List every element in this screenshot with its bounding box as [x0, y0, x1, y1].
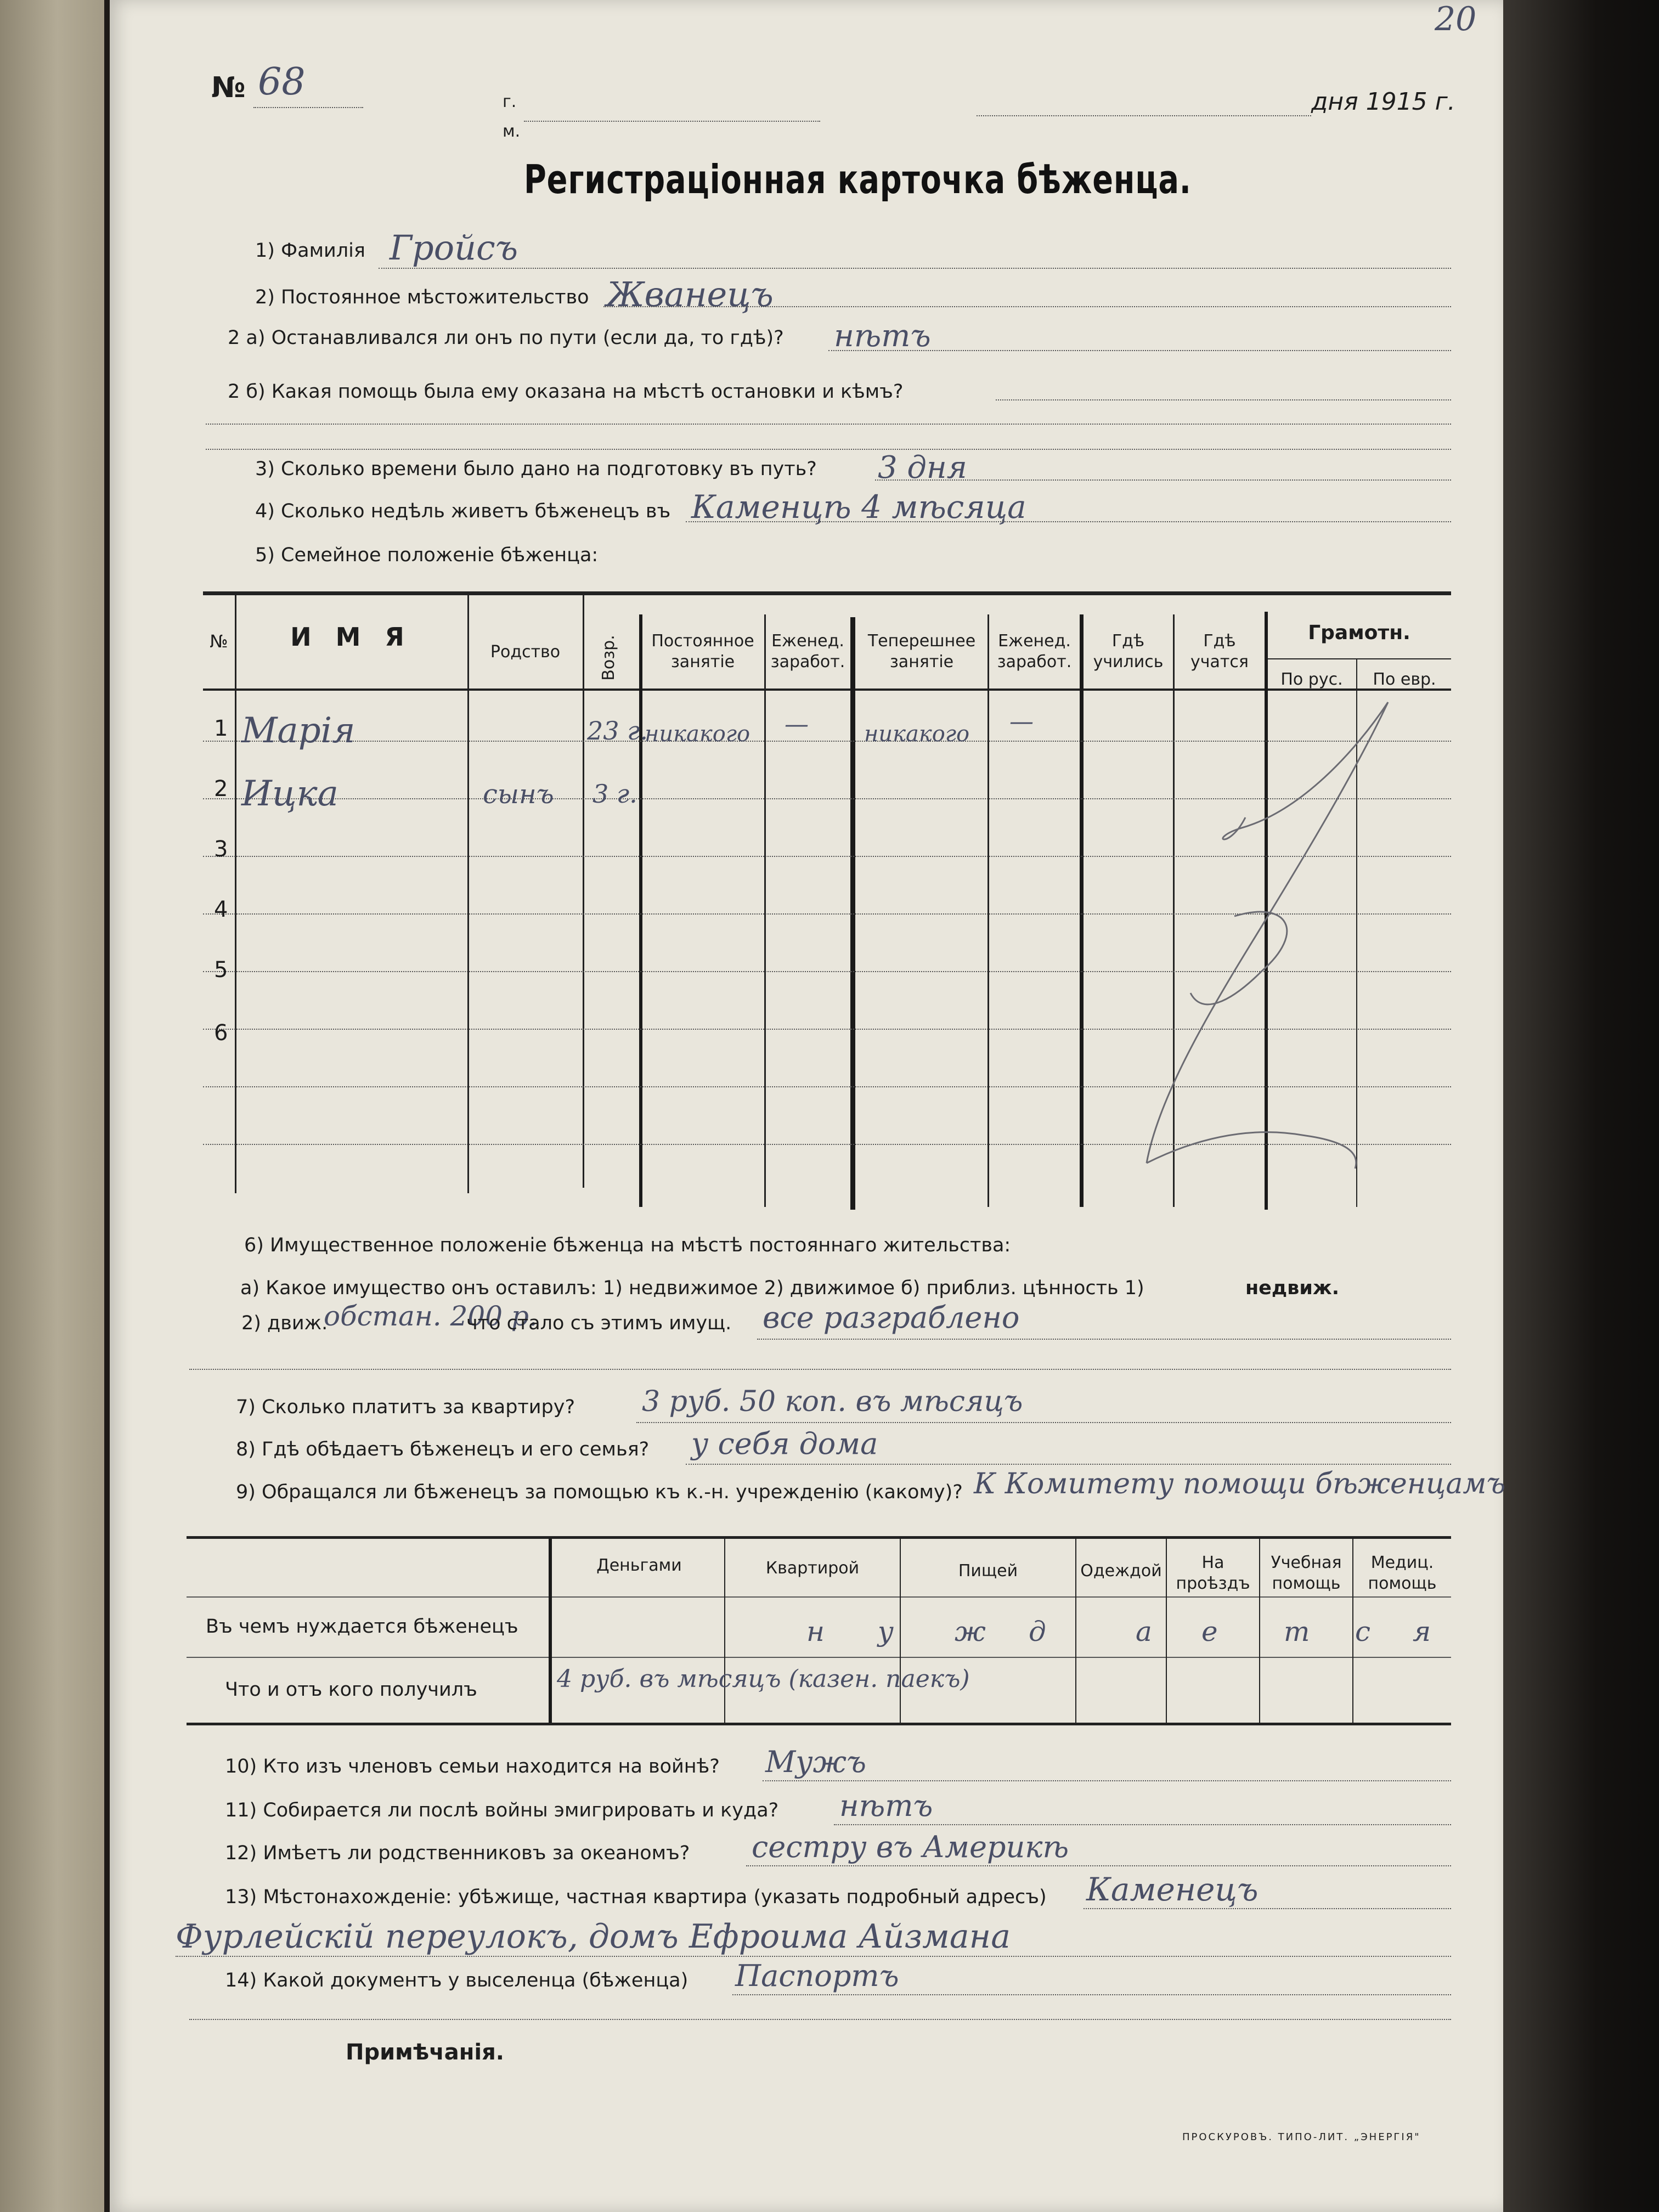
q1-label: 1) Фамилія	[255, 240, 365, 262]
q7-answer: 3 руб. 50 коп. въ мѣсяцъ	[642, 1385, 1023, 1418]
city-label-top: г.	[503, 92, 517, 111]
q6b-answer-2: все разграблено	[763, 1300, 1020, 1335]
need-letter: д	[1029, 1616, 1046, 1647]
card-title: Регистраціонная карточка бѣженца.	[524, 156, 1192, 202]
need-letter: е	[1201, 1616, 1218, 1647]
row-number: 1	[214, 716, 228, 741]
q2-label: 2) Постоянное мѣстожительство	[255, 286, 589, 308]
q6a-bold: недвиж.	[1245, 1277, 1339, 1299]
q8-answer: у себя дома	[691, 1426, 878, 1461]
q5-label: 5) Семейное положеніе бѣженца:	[255, 544, 599, 566]
row-number: 3	[214, 837, 228, 862]
q14-answer: Паспортъ	[735, 1959, 899, 1993]
q10-answer: Мужъ	[765, 1745, 866, 1779]
q11-label: 11) Собирается ли послѣ войны эмигрировать и куда?	[225, 1799, 779, 1821]
city-label-bottom: м.	[503, 122, 521, 141]
row1-name: Марія	[241, 710, 356, 751]
q13-label: 13) Мѣстонахожденіе: убѣжище, частная квартира (указать подробный адресъ)	[225, 1886, 1047, 1908]
needs-row2-label: Что и отъ кого получилъ	[225, 1679, 477, 1701]
th-num: №	[210, 631, 228, 652]
need-letter: я	[1413, 1616, 1431, 1647]
need-letter: т	[1284, 1616, 1310, 1647]
q3-answer: 3 дня	[878, 450, 967, 486]
needs-header-education: Учебная помощь	[1271, 1553, 1342, 1593]
th-perm-occupation: Постоянное занятіе	[651, 631, 754, 672]
number-value: 68	[258, 60, 306, 104]
row-number: 5	[214, 957, 228, 983]
row-number: 6	[214, 1020, 228, 1046]
row-number: 2	[214, 776, 228, 802]
needs-header-travel: На проѣздъ	[1176, 1553, 1250, 1593]
th-weekly-earn-1: Еженед. заработ.	[770, 631, 845, 672]
q12-label: 12) Имѣетъ ли родственниковъ за океаномъ?	[225, 1842, 690, 1864]
q9-answer: К Комитету помощи бѣженцамъ	[974, 1468, 1506, 1500]
q11-answer: нѣтъ	[839, 1788, 933, 1823]
left-page-edge	[0, 0, 104, 2212]
q6b-mid: что стало съ этимъ имущ.	[466, 1312, 732, 1334]
q13-answer-line2: Фурлейскій переулокъ, домъ Ефроима Айзмана	[176, 1917, 1011, 1956]
page-number: 20	[1435, 0, 1477, 38]
q1-answer: Гройсъ	[390, 228, 518, 268]
pencil-scribble	[1125, 686, 1454, 1212]
notes-label: Примѣчанія.	[346, 2040, 504, 2065]
q2a-label: 2 а) Останавливался ли онъ по пути (если да, то гдѣ)?	[228, 327, 784, 349]
th-literacy: Грамотн.	[1308, 622, 1410, 644]
need-letter: а	[1136, 1616, 1152, 1647]
q2b-label: 2 б) Какая помощь была ему оказана на мѣстѣ остановки и кѣмъ?	[228, 381, 904, 403]
printer-imprint: ПРОСКУРОВЪ. ТИПО-ЛИТ. „ЭНЕРГІЯ"	[1182, 2131, 1421, 2143]
th-literacy-evr: По евр.	[1373, 670, 1436, 689]
q6-label: 6) Имущественное положеніе бѣженца на мѣстѣ постояннаго жительства:	[244, 1234, 1011, 1256]
q7-label: 7) Сколько платитъ за квартиру?	[236, 1396, 575, 1418]
row1-perm-occupation: никакого	[645, 721, 751, 747]
needs-header-money: Деньгами	[596, 1556, 682, 1575]
row1-weekly-earn-1: —	[785, 710, 809, 738]
q10-label: 10) Кто изъ членовъ семьи находится на войнѣ?	[225, 1756, 720, 1778]
th-relation: Родство	[490, 642, 561, 662]
q6a-label: а) Какое имущество онъ оставилъ: 1) недвижимое 2) движимое б) приблиз. цѣнность 1)	[240, 1277, 1144, 1299]
row1-curr-occupation: никакого	[864, 721, 970, 747]
th-literacy-rus: По рус.	[1280, 670, 1343, 689]
row2-name: Ицка	[241, 774, 338, 814]
needs-header-housing: Квартирой	[765, 1559, 860, 1578]
q6b-prefix: 2) движ.	[241, 1312, 328, 1334]
q4-label: 4) Сколько недѣль живетъ бѣженецъ въ	[255, 500, 671, 522]
needs-header-medical: Медиц. помощь	[1368, 1553, 1437, 1593]
needs-header-food: Пищей	[958, 1561, 1018, 1581]
th-curr-occupation: Теперешнее занятіе	[867, 631, 976, 672]
q12-answer: сестру въ Америкѣ	[752, 1830, 1069, 1864]
th-studying: Гдѣ учатся	[1190, 631, 1249, 672]
q13-answer: Каменецъ	[1086, 1871, 1259, 1908]
needs-row1-label: Въ чемъ нуждается бѣженецъ	[206, 1616, 518, 1638]
row2-age: 3 г.	[592, 779, 637, 809]
row-number: 4	[214, 897, 228, 922]
registration-card	[110, 0, 1506, 2212]
needs-header-clothing: Одеждой	[1080, 1561, 1162, 1581]
q2-answer: Жванецъ	[606, 274, 774, 314]
row1-weekly-earn-2: —	[1009, 708, 1034, 736]
th-age: Возр.	[599, 635, 618, 681]
th-name: И М Я	[290, 622, 412, 652]
q6b-answer-1: обстан. 200 р.	[324, 1300, 538, 1332]
need-letter: н	[806, 1616, 825, 1647]
number-label: №	[211, 71, 246, 104]
q8-label: 8) Гдѣ обѣдаетъ бѣженецъ и его семья?	[236, 1438, 650, 1460]
needs-row2-value: 4 руб. въ мѣсяцъ (казен. паекъ)	[557, 1665, 970, 1693]
row1-age: 23 г.	[587, 716, 648, 746]
need-letter: у	[878, 1616, 894, 1647]
dark-background	[1503, 0, 1659, 2212]
th-studied: Гдѣ учились	[1093, 631, 1164, 672]
row2-relation: сынъ	[483, 779, 554, 810]
q3-label: 3) Сколько времени было дано на подготовку въ путь?	[255, 458, 817, 480]
need-letter: с	[1355, 1616, 1371, 1647]
date-suffix: дня 1915 г.	[1311, 88, 1455, 116]
q9-label: 9) Обращался ли бѣженецъ за помощью къ к.-н. учрежденію (какому)?	[236, 1481, 963, 1503]
need-letter: ж	[955, 1616, 986, 1647]
th-weekly-earn-2: Еженед. заработ.	[997, 631, 1072, 672]
q2a-answer: нѣтъ	[834, 318, 931, 354]
q4-answer: Каменцѣ 4 мѣсяца	[691, 488, 1026, 526]
q14-label: 14) Какой документъ у выселенца (бѣженца)	[225, 1970, 689, 1991]
